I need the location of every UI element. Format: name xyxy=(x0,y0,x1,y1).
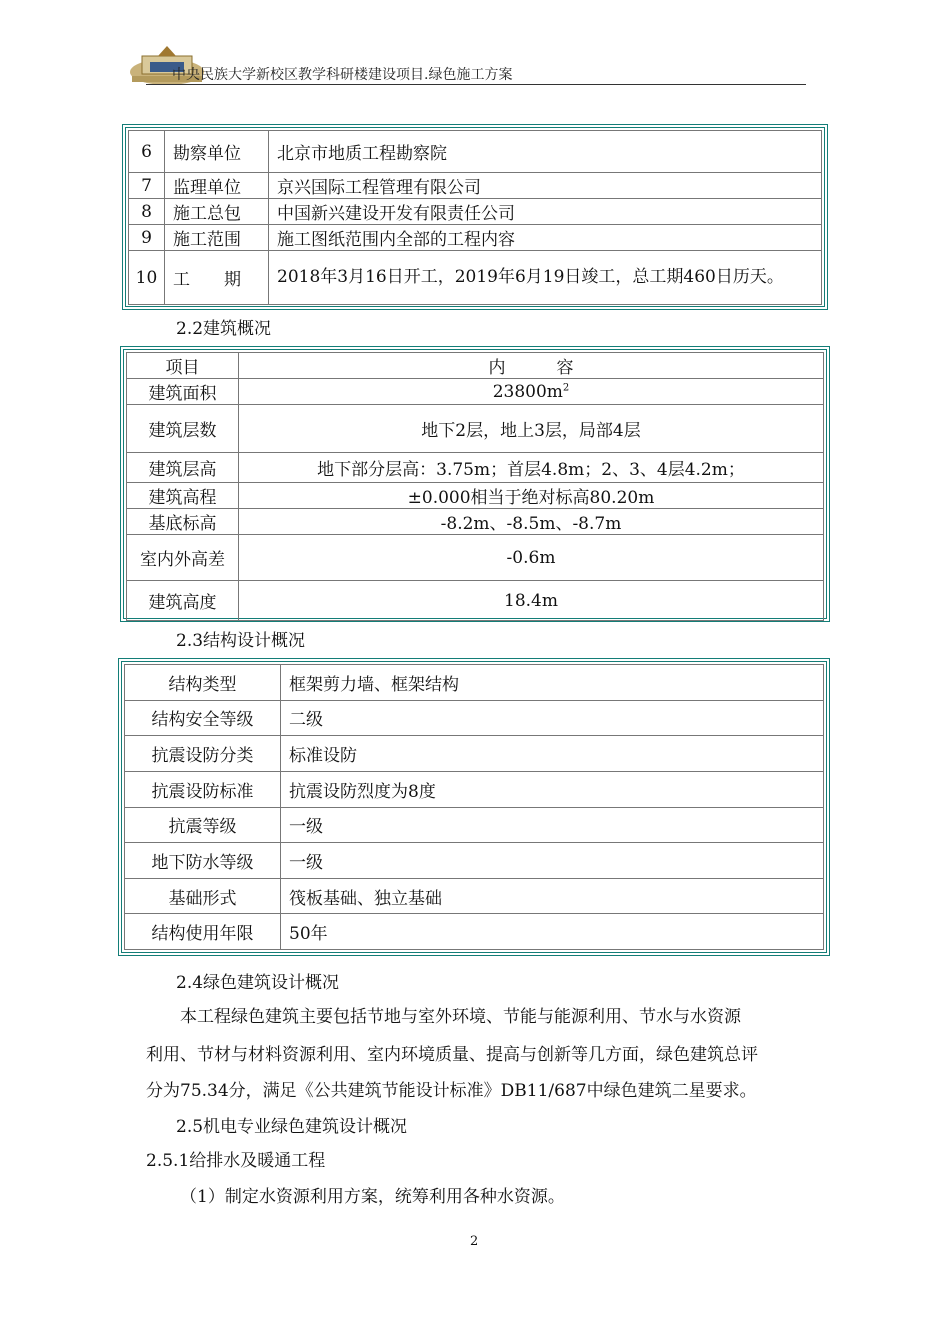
row-number: 8 xyxy=(129,199,165,225)
column-header: 内 容 xyxy=(239,353,824,379)
row-value: 地下2层，地上3层，局部4层 xyxy=(239,405,824,453)
row-label: 建筑高程 xyxy=(127,483,239,509)
header-rule xyxy=(146,84,806,85)
structure-design-table xyxy=(118,658,830,956)
row-label: 监理单位 xyxy=(165,173,269,199)
subsection-heading: 2.5.1给排水及暖通工程 xyxy=(146,1151,326,1171)
row-label: 基础形式 xyxy=(125,878,281,914)
list-item: （1）制定水资源利用方案，统筹利用各种水资源。 xyxy=(180,1187,565,1207)
table-row xyxy=(125,878,824,914)
table-header-row xyxy=(127,353,824,379)
row-value: 中国新兴建设开发有限责任公司 xyxy=(269,199,822,225)
table-row xyxy=(127,379,824,405)
row-label: 结构使用年限 xyxy=(125,914,281,950)
paragraph-line: 本工程绿色建筑主要包括节地与室外环境、节能与能源利用、节水与水资源 xyxy=(180,1007,741,1027)
area-value: 23800m xyxy=(492,381,563,402)
table-row xyxy=(125,700,824,736)
row-number: 6 xyxy=(129,131,165,173)
table-row xyxy=(125,807,824,843)
row-label: 基底标高 xyxy=(127,509,239,535)
table-row xyxy=(129,199,822,225)
row-label: 结构安全等级 xyxy=(125,700,281,736)
row-label: 建筑层数 xyxy=(127,405,239,453)
row-label: 建筑面积 xyxy=(127,379,239,405)
table-row xyxy=(127,405,824,453)
row-number: 10 xyxy=(129,251,165,305)
row-label: 地下防水等级 xyxy=(125,843,281,879)
table-row xyxy=(127,483,824,509)
row-label: 室内外高差 xyxy=(127,535,239,581)
table-row xyxy=(127,509,824,535)
row-value: 一级 xyxy=(281,807,824,843)
table-row xyxy=(127,535,824,581)
row-value: 框架剪力墙、框架结构 xyxy=(281,665,824,701)
table-row xyxy=(129,225,822,251)
row-label: 勘察单位 xyxy=(165,131,269,173)
row-label: 抗震设防分类 xyxy=(125,736,281,772)
table-row xyxy=(125,843,824,879)
table-row xyxy=(129,131,822,173)
building-overview-table xyxy=(120,346,830,622)
project-info-table xyxy=(122,124,828,310)
unit-exponent: 2 xyxy=(562,381,570,393)
row-value: 地下部分层高：3.75m；首层4.8m；2、3、4层4.2m； xyxy=(239,453,824,483)
table-row xyxy=(127,581,824,621)
row-value: ±0.000相当于绝对标高80.20m xyxy=(239,483,824,509)
row-value: 北京市地质工程勘察院 xyxy=(269,131,822,173)
row-value xyxy=(239,379,824,405)
row-label: 工 期 xyxy=(165,251,269,305)
paragraph-line: 利用、节材与材料资源利用、室内环境质量、提高与创新等几方面，绿色建筑总评 xyxy=(146,1045,758,1065)
row-value: 抗震设防烈度为8度 xyxy=(281,771,824,807)
row-value: -0.6m xyxy=(239,535,824,581)
row-value: 京兴国际工程管理有限公司 xyxy=(269,173,822,199)
row-label: 施工总包 xyxy=(165,199,269,225)
row-value: 筏板基础、独立基础 xyxy=(281,878,824,914)
section-heading: 2.2建筑概况 xyxy=(176,319,272,339)
row-value: 标准设防 xyxy=(281,736,824,772)
row-label: 建筑高度 xyxy=(127,581,239,621)
header-title: 中央民族大学新校区教学科研楼建设项目.绿色施工方案 xyxy=(172,67,513,83)
row-value: 18.4m xyxy=(239,581,824,621)
row-label: 抗震等级 xyxy=(125,807,281,843)
row-value: 施工图纸范围内全部的工程内容 xyxy=(269,225,822,251)
row-value: 50年 xyxy=(281,914,824,950)
row-value: 二级 xyxy=(281,700,824,736)
table-row xyxy=(129,173,822,199)
table-row xyxy=(125,665,824,701)
row-value: 一级 xyxy=(281,843,824,879)
section-heading: 2.3结构设计概况 xyxy=(176,631,306,651)
table-row xyxy=(125,736,824,772)
page-number: 2 xyxy=(470,1234,479,1249)
section-heading: 2.5机电专业绿色建筑设计概况 xyxy=(176,1117,408,1137)
column-header: 项目 xyxy=(127,353,239,379)
row-label: 结构类型 xyxy=(125,665,281,701)
table-row xyxy=(125,771,824,807)
row-label: 建筑层高 xyxy=(127,453,239,483)
row-label: 施工范围 xyxy=(165,225,269,251)
row-number: 7 xyxy=(129,173,165,199)
section-heading: 2.4绿色建筑设计概况 xyxy=(176,973,340,993)
table-row xyxy=(127,453,824,483)
table-row xyxy=(129,251,822,305)
paragraph-line: 分为75.34分，满足《公共建筑节能设计标准》DB11/687中绿色建筑二星要求。 xyxy=(146,1081,757,1101)
row-label: 抗震设防标准 xyxy=(125,771,281,807)
row-value: -8.2m、-8.5m、-8.7m xyxy=(239,509,824,535)
row-number: 9 xyxy=(129,225,165,251)
row-value: 2018年3月16日开工，2019年6月19日竣工，总工期460日历天。 xyxy=(269,251,822,305)
table-row xyxy=(125,914,824,950)
